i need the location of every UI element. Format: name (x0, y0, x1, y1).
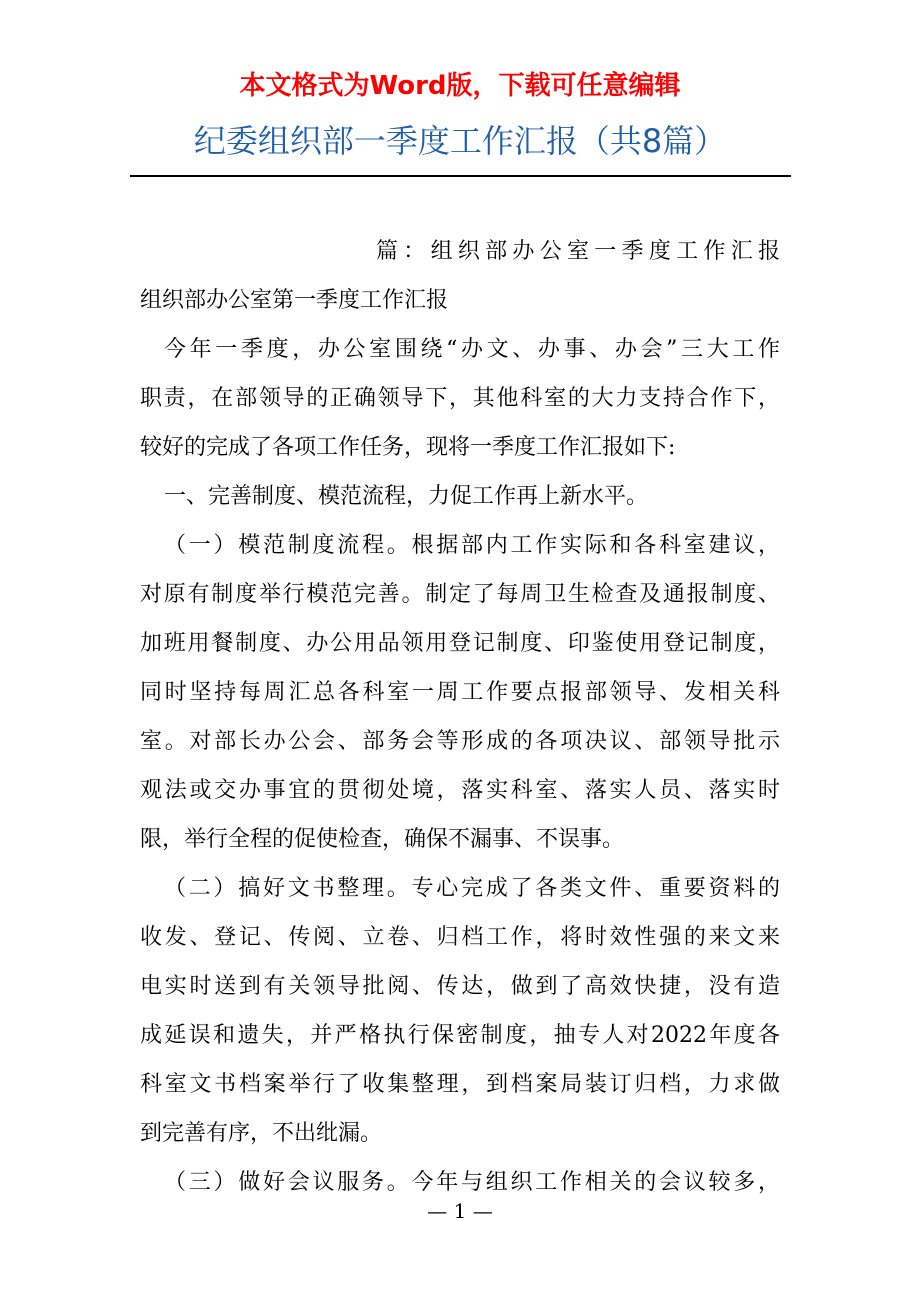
body-line: 职责，在部领导的正确领导下，其他科室的大力支持合作下， (140, 386, 780, 411)
body-line: 对原有制度举行模范完善。制定了每周卫生检查及通报制度、 (140, 582, 780, 607)
body-line: （三）做好会议服务。今年与组织工作相关的会议较多， (164, 1170, 780, 1195)
title-underline (130, 175, 791, 177)
body-line: 成延误和遗失，并严格执行保密制度，抽专人对2022年度各 (140, 1023, 780, 1048)
body-line: 到完善有序，不出纰漏。 (140, 1121, 383, 1146)
body-line: 较好的完成了各项工作任务，现将一季度工作汇报如下: (140, 435, 676, 460)
body-line: （一）模范制度流程。根据部内工作实际和各科室建议， (164, 533, 780, 558)
body-line: 同时坚持每周汇总各科室一周工作要点报部领导、发相关科 (140, 680, 780, 705)
body-line: 电实时送到有关领导批阅、传达，做到了高效快捷，没有造 (140, 974, 780, 999)
body-line: 限，举行全程的促使检查，确保不漏事、不误事。 (140, 827, 625, 852)
body-line: 室。对部长办公会、部务会等形成的各项决议、部领导批示 (140, 729, 780, 754)
body-line: （二）搞好文书整理。专心完成了各类文件、重要资料的 (164, 876, 780, 901)
download-banner: 本文格式为Word版，下载可任意编辑 (239, 71, 681, 101)
body-line: 观法或交办事宜的贯彻处境，落实科室、落实人员、落实时 (140, 778, 780, 803)
body-line: 收发、登记、传阅、立卷、归档工作，将时效性强的来文来 (140, 925, 780, 950)
body-line: 加班用餐制度、办公用品领用登记制度、印鉴使用登记制度， (140, 631, 780, 656)
document-title: 纪委组织部一季度工作汇报（共8篇） (193, 122, 727, 160)
body-line: 组织部办公室第一季度工作汇报 (140, 288, 449, 313)
body-line: 科室文书档案举行了收集整理，到档案局装订归档，力求做 (140, 1072, 780, 1097)
body-line: 一、完善制度、模范流程，力促工作再上新水平。 (164, 484, 649, 509)
section-heading-line: 篇：组织部办公室一季度工作汇报 (376, 239, 780, 264)
body-line: 今年一季度，办公室围绕“办文、办事、办会”三大工作 (164, 337, 780, 362)
page-number: — 1 — (427, 1199, 493, 1223)
